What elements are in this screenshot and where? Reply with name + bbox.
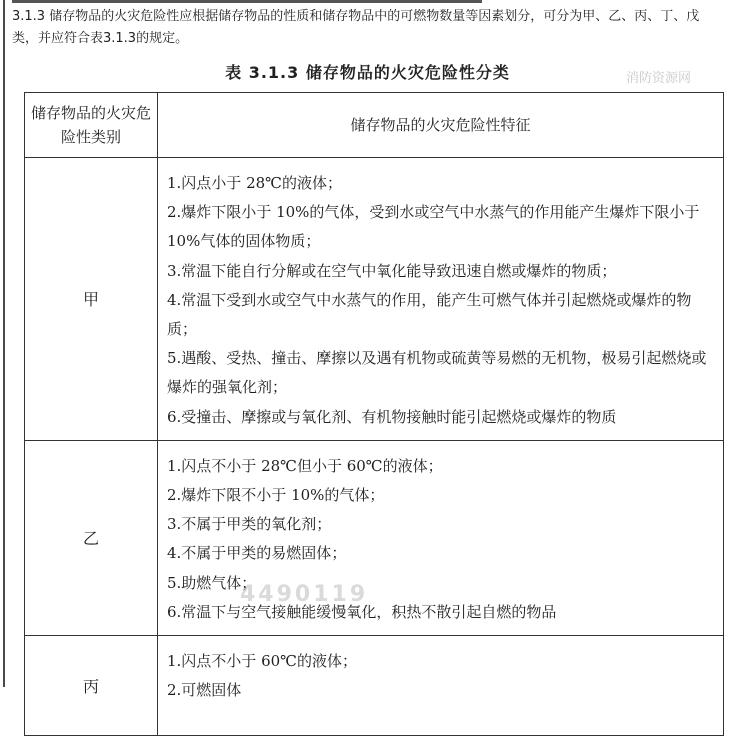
feature-item: 5.助燃气体； [167,573,257,592]
feature-item: 2.爆炸下限小于 10%的气体，受到水或空气中水蒸气的作用能产生爆炸下限小于 10%气体的固体物质； [167,203,700,251]
category-cell: 甲 [25,158,158,441]
feature-item: 2.爆炸下限不小于 10%的气体； [167,486,385,505]
header-category: 储存物品的火灾危险性类别 [25,93,158,158]
table-row [25,158,724,441]
hazard-classification-table [24,92,724,736]
table-row [25,440,724,635]
feature-item: 4.常温下受到水或空气中水蒸气的作用，能产生可燃气体并引起燃烧或爆炸的物质； [167,290,692,339]
features-cell [158,636,724,736]
feature-item: 1.闪点不小于 60℃的液体； [167,652,357,671]
table-caption: 表 3.1.3 储存物品的火灾危险性分类 [225,63,510,82]
watermark-overlay: 4490119 [240,582,369,607]
table-header-row [25,93,724,158]
feature-item: 1.闪点小于 28℃的液体； [167,174,342,192]
category-cell: 乙 [25,440,158,635]
left-border-rule [3,0,5,687]
clipped-previous-line [12,0,482,3]
clause-text: 3.1.3 储存物品的火灾危险性应根据储存物品的性质和储存物品中的可燃物数量等因素划分，可分为甲、乙、丙、丁、戊类，并应符合表3.1.3的规定。 [12,9,700,46]
watermark-text: 消防资源网 [626,71,692,86]
feature-item: 5.遇酸、受热、撞击、摩擦以及遇有机物或硫黄等易燃的无机物，极易引起燃烧或爆炸的强氧化剂； [167,349,707,397]
table-row [25,636,724,736]
feature-item: 6.常温下与空气接触能缓慢氧化，积热不散引起自燃的物品 [167,602,557,621]
feature-item: 4.不属于甲类的易燃固体； [167,544,347,563]
feature-item: 3.常温下能自行分解或在空气中氧化能导致迅速自燃或爆炸的物质； [167,261,617,280]
feature-item: 2.可燃固体 [167,681,242,700]
feature-item: 3.不属于甲类的氧化剂； [167,515,332,534]
header-features: 储存物品的火灾危险性特征 [158,93,724,158]
category-cell: 丙 [25,636,158,736]
features-cell [158,158,724,441]
feature-item: 6.受撞击、摩擦或与氧化剂、有机物接触时能引起燃烧或爆炸的物质 [167,407,617,426]
feature-item: 1.闪点不小于 28℃但小于 60℃的液体； [167,456,443,475]
